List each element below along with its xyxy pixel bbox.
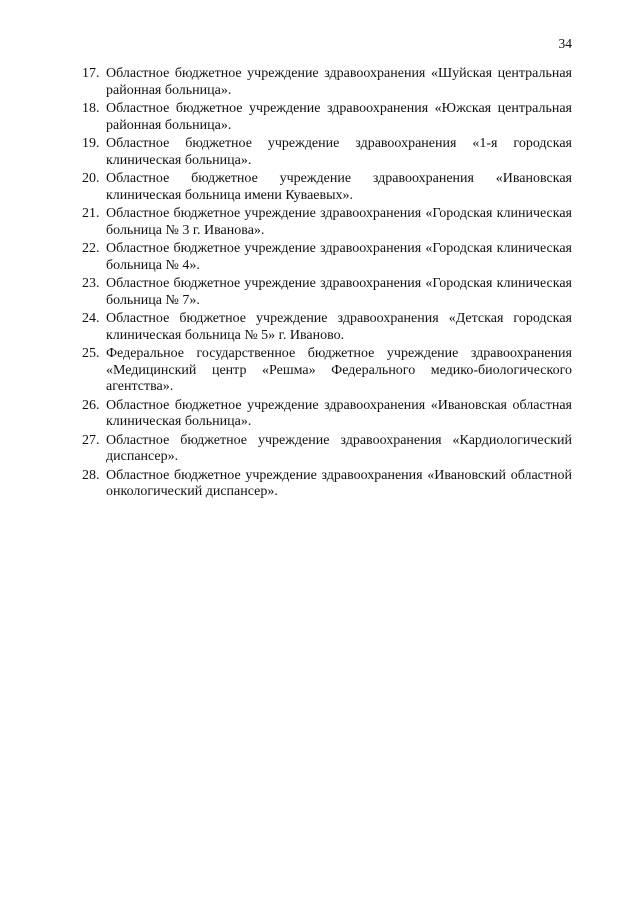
list-item [82, 206, 572, 239]
item-text: Областное бюджетное учреждение здравоохранения «Ивановский областной онкологический диспансер». [106, 467, 572, 499]
list-item [82, 311, 572, 344]
item-text: Областное бюджетное учреждение здравоохранения «Ивановская клиническая больница имени Куваевых». [106, 171, 572, 203]
item-text: Областное бюджетное учреждение здравоохранения «1-я городская клиническая больница». [106, 136, 572, 168]
item-number: 27. [82, 432, 100, 448]
list-item [82, 66, 572, 99]
list-item [82, 276, 572, 309]
list-item [82, 171, 572, 204]
page-number: 34 [558, 36, 572, 51]
list-item [82, 101, 572, 134]
item-text: Областное бюджетное учреждение здравоохранения «Городская клиническая больница № 3 г. Иванова». [106, 206, 572, 238]
item-number: 24. [82, 311, 100, 326]
item-number: 21. [82, 206, 100, 221]
item-number: 20. [82, 171, 100, 186]
item-number: 23. [82, 276, 100, 291]
item-text: Областное бюджетное учреждение здравоохранения «Шуйская центральная районная больница». [106, 66, 572, 98]
list-item [82, 398, 572, 431]
list-item [82, 468, 572, 501]
item-text: Федеральное государственное бюджетное учреждение здравоохранения «Медицинский центр «Решма» Федерального медико-биологического агентства». [106, 346, 572, 394]
item-number: 26. [82, 397, 100, 413]
item-text: Областное бюджетное учреждение здравоохранения «Кардиологический диспансер». [106, 432, 572, 464]
item-number: 22. [82, 241, 100, 256]
item-text: Областное бюджетное учреждение здравоохранения «Городская клиническая больница № 4». [106, 241, 572, 273]
item-number: 17. [82, 66, 100, 81]
list-item [82, 136, 572, 169]
item-text: Областное бюджетное учреждение здравоохранения «Городская клиническая больница № 7». [106, 276, 572, 308]
institution-list [82, 66, 572, 503]
item-text: Областное бюджетное учреждение здравоохранения «Детская городская клиническая больница № 5» г. Иваново. [106, 311, 572, 343]
item-number: 28. [82, 467, 100, 483]
item-text: Областное бюджетное учреждение здравоохранения «Ивановская областная клиническая больница». [106, 397, 572, 429]
list-item [82, 433, 572, 466]
item-number: 25. [82, 346, 100, 361]
item-text: Областное бюджетное учреждение здравоохранения «Южская центральная районная больница». [106, 101, 572, 133]
list-item [82, 346, 572, 396]
item-number: 18. [82, 101, 100, 116]
list-item [82, 241, 572, 274]
item-number: 19. [82, 136, 100, 151]
